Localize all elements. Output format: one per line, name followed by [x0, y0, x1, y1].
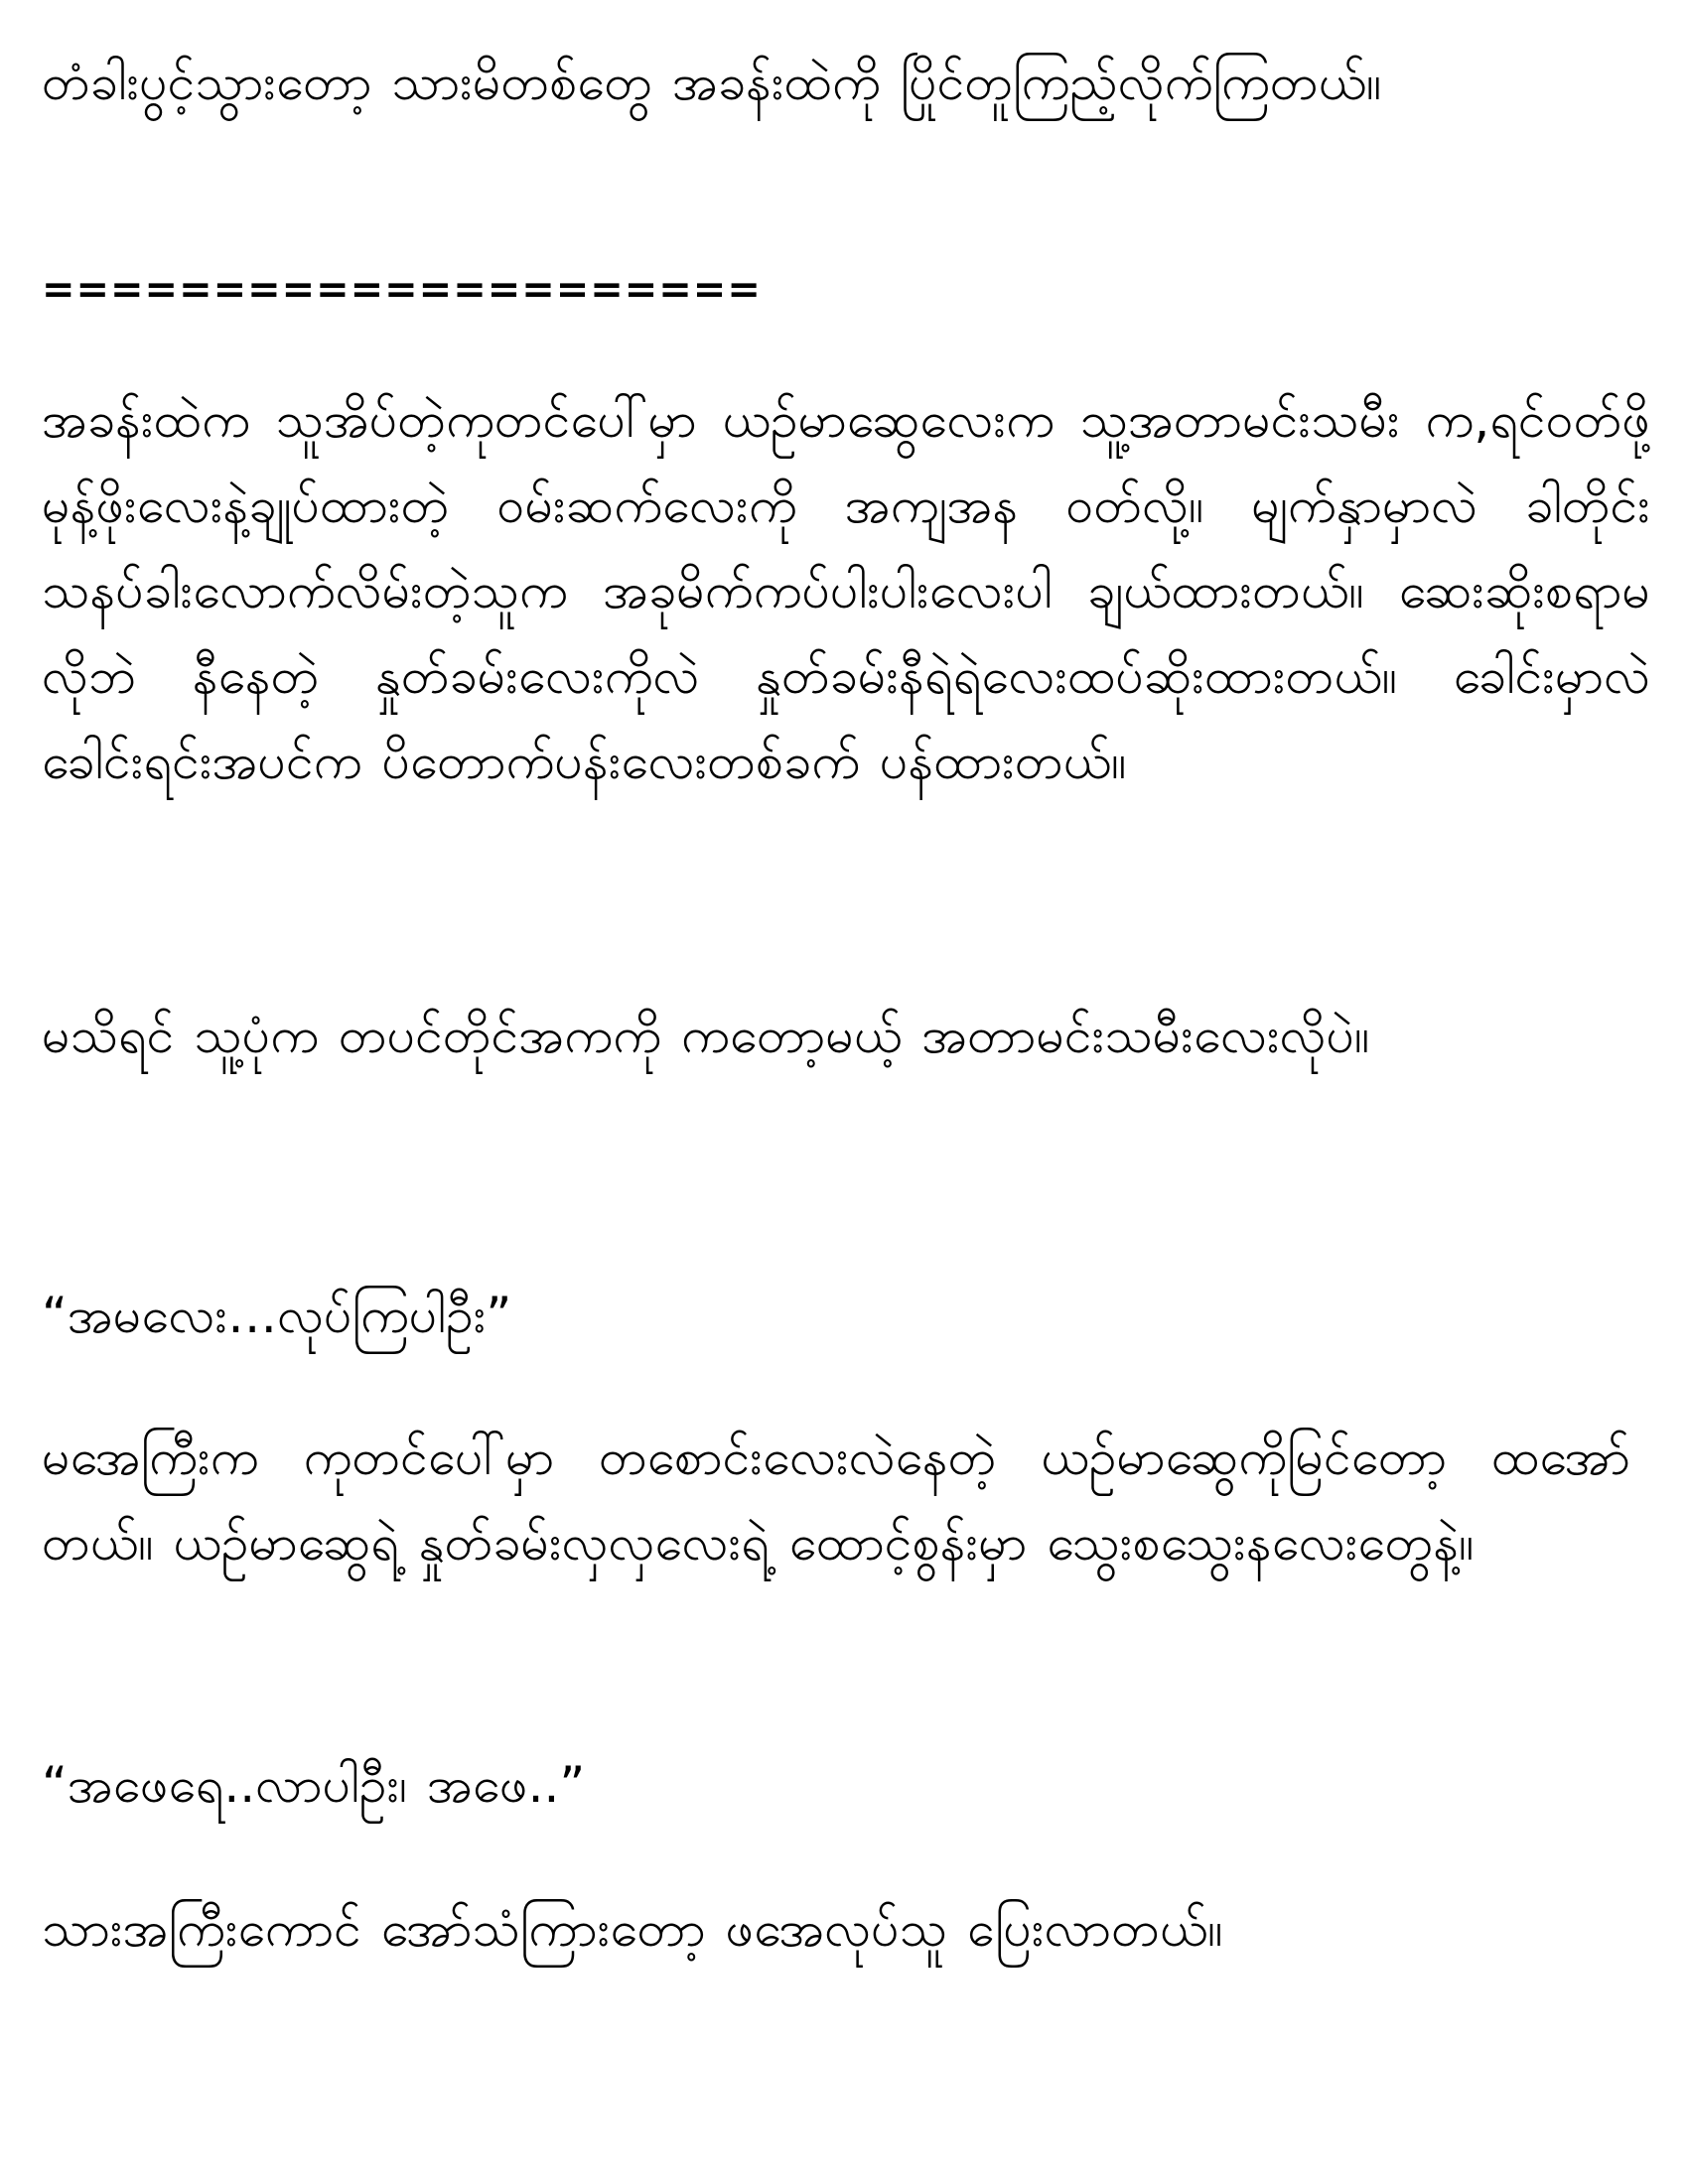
dialogue-mother-cry: “အမလေး…လုပ်ကြပါဦး” [42, 1287, 512, 1344]
paragraph-room-description: အခန်းထဲက သူအိပ်တဲ့ကုတင်ပေါ်မှာ ယဉ်မာဆွေလေးက သူ့အတာမင်းသမီး က,ရင်ဝတ်ဖို့ မုန့်ဖိုးလေးနဲ့ချုပ်ထားတဲ့ ဝမ်းဆက်လေးကို အကျအန ဝတ်လို့။ မျက်နှာမှာလဲ ခါတိုင်း သနပ်ခါးလောက်လိမ်းတဲ့သူက အခုမိက်ကပ်ပါးပါးလေးပါ ချယ်ထားတယ်။ ဆေးဆိုးစရာမလိုဘဲ နီနေတဲ့ နှုတ်ခမ်းလေးကိုလဲ နှုတ်ခမ်းနီရဲရဲလေးထပ်ဆိုးထားတယ်။ ခေါင်းမှာလဲ ခေါင်းရင်းအပင်က ပိတောက်ပန်းလေးတစ်ခက် ပန်ထားတယ်။ [42, 391, 1650, 790]
dialogue-son-call: “အဖေရေ..လာပါဦး၊ အဖေ..” [42, 1756, 586, 1814]
paragraph-dancer-comparison: မသိရင် သူ့ပုံက တပင်တိုင်အကကို ကတော့မယ့် အတာမင်းသမီးလေးလိုပဲ။ [42, 1007, 1370, 1064]
paragraph-mother-sees: မအေကြီးက ကုတင်ပေါ်မှာ တစောင်းလေးလဲနေတဲ့ ယဉ်မာဆွေကိုမြင်တော့ ထအော်တယ်။ ယဉ်မာဆွေရဲ့ နှုတ်ခမ်းလှလှလေးရဲ့ ထောင့်စွန်းမှာ သွေးစသွေးနလေးတွေနဲ့။ [42, 1429, 1630, 1571]
section-separator: ===================== [42, 267, 762, 313]
paragraph-door-opened: တံခါးပွင့်သွားတော့ သားမိတစ်တွေ အခန်းထဲကို ပြိုင်တူကြည့်လိုက်ကြတယ်။ [42, 54, 1382, 111]
paragraph-father-runs: သားအကြီးကောင် အော်သံကြားတော့ ဖအေလုပ်သူ ပြေးလာတယ်။ [42, 1900, 1223, 1958]
document-page [42, 0, 1650, 2184]
